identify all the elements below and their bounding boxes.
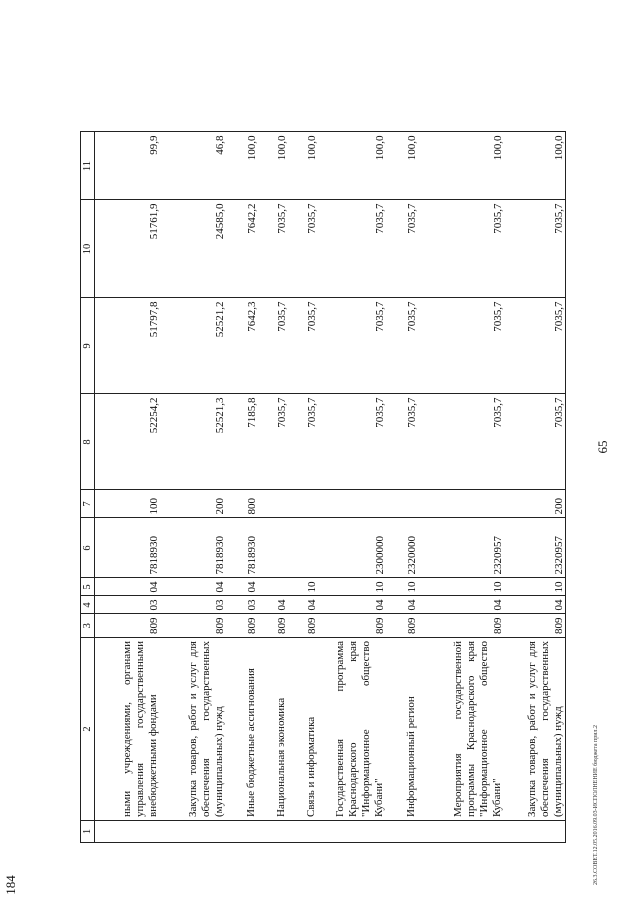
cell-c5: 10 — [386, 578, 418, 596]
cell-c3: 809 — [226, 614, 258, 638]
table-row — [386, 132, 418, 843]
cell-c6: 7818930 — [226, 518, 258, 578]
cell-name: Иные бюджетные ассигнования — [226, 638, 258, 821]
cell-c3: 809 — [258, 614, 288, 638]
col-header-11: 11 — [81, 132, 95, 200]
cell-c5: 10 — [288, 578, 318, 596]
cell-c6: 7818930 — [95, 518, 160, 578]
cell-name: Национальная экономика — [258, 638, 288, 821]
header-row — [81, 132, 95, 843]
cell-c3: 809 — [386, 614, 418, 638]
table-row — [418, 132, 504, 843]
cell-c9: 7035,7 — [288, 298, 318, 394]
cell-c4: 04 — [418, 596, 504, 614]
cell-c6: 2320000 — [386, 518, 418, 578]
cell-c7 — [288, 490, 318, 518]
cell-col1 — [226, 821, 258, 843]
cell-c10: 7035,7 — [504, 200, 566, 298]
cell-name: Информационный регион — [386, 638, 418, 821]
cell-c9: 7035,7 — [318, 298, 386, 394]
cell-col1 — [504, 821, 566, 843]
cell-c4: 04 — [288, 596, 318, 614]
cell-name: Закупка товаров, работ и услуг для обеспечения государственных (муниципальных) нужд — [504, 638, 566, 821]
cell-c6: 2320957 — [418, 518, 504, 578]
cell-c10: 24585,0 — [160, 200, 226, 298]
col-header-5: 5 — [81, 578, 95, 596]
table-row — [318, 132, 386, 843]
cell-c7: 100 — [95, 490, 160, 518]
cell-c11: 100,0 — [504, 132, 566, 200]
table-row — [95, 132, 160, 843]
table-row — [226, 132, 258, 843]
cell-c7 — [386, 490, 418, 518]
cell-name: Мероприятия государственной программы Краснодарского края "Информационное общество Кубани" — [418, 638, 504, 821]
cell-c8: 7035,7 — [258, 394, 288, 490]
footer-file-path: 26.3.СОВЕТ.12.05.2016.09.03-ИСПОЛНЕНИЕ бюджета прил.2 — [593, 725, 599, 885]
cell-c4: 04 — [318, 596, 386, 614]
cell-c3: 809 — [288, 614, 318, 638]
col-header-3: 3 — [81, 614, 95, 638]
cell-c8: 7185,8 — [226, 394, 258, 490]
cell-c7: 200 — [504, 490, 566, 518]
cell-c9: 52521,2 — [160, 298, 226, 394]
cell-col1 — [160, 821, 226, 843]
cell-c7 — [258, 490, 288, 518]
cell-c6: 2300000 — [318, 518, 386, 578]
cell-c10: 7035,7 — [386, 200, 418, 298]
cell-c6 — [258, 518, 288, 578]
cell-c7 — [318, 490, 386, 518]
cell-c5: 04 — [160, 578, 226, 596]
cell-c10: 7035,7 — [258, 200, 288, 298]
cell-c10: 7035,7 — [318, 200, 386, 298]
cell-c9: 7035,7 — [418, 298, 504, 394]
cell-c7: 200 — [160, 490, 226, 518]
cell-c10: 7035,7 — [288, 200, 318, 298]
cell-name: Государственная программа Краснодарского края "Информационное общество Кубани" — [318, 638, 386, 821]
cell-name: ными учреждениями, органами управления государственными внебюджетными фондами — [95, 638, 160, 821]
cell-name: Связь и информатика — [288, 638, 318, 821]
cell-c5 — [258, 578, 288, 596]
cell-col1 — [288, 821, 318, 843]
col-header-1: 1 — [81, 821, 95, 843]
page-number: 65 — [595, 440, 610, 454]
cell-c11: 100,0 — [386, 132, 418, 200]
cell-c4: 04 — [386, 596, 418, 614]
col-header-6: 6 — [81, 518, 95, 578]
cell-c10: 7642,2 — [226, 200, 258, 298]
cell-c11: 100,0 — [258, 132, 288, 200]
cell-c5: 10 — [418, 578, 504, 596]
cell-c4: 04 — [258, 596, 288, 614]
table-row — [258, 132, 288, 843]
cell-c11: 99,9 — [95, 132, 160, 200]
cell-c8: 52254,2 — [95, 394, 160, 490]
cell-c11: 46,8 — [160, 132, 226, 200]
cell-col1 — [258, 821, 288, 843]
cell-c4: 03 — [160, 596, 226, 614]
cell-c3: 809 — [504, 614, 566, 638]
cell-c9: 51797,8 — [95, 298, 160, 394]
cell-c8: 7035,7 — [288, 394, 318, 490]
col-header-4: 4 — [81, 596, 95, 614]
cell-c6 — [288, 518, 318, 578]
cell-c8: 7035,7 — [318, 394, 386, 490]
cell-col1 — [318, 821, 386, 843]
cell-c11: 100,0 — [226, 132, 258, 200]
cell-c3: 809 — [418, 614, 504, 638]
cell-c9: 7642,3 — [226, 298, 258, 394]
cell-c11: 100,0 — [418, 132, 504, 200]
cell-c4: 03 — [95, 596, 160, 614]
cell-c6: 7818930 — [160, 518, 226, 578]
table-row — [160, 132, 226, 843]
cell-c9: 7035,7 — [504, 298, 566, 394]
budget-table — [80, 132, 566, 844]
cell-col1 — [418, 821, 504, 843]
cell-c8: 7035,7 — [504, 394, 566, 490]
table-row — [288, 132, 318, 843]
cell-c3: 809 — [95, 614, 160, 638]
cell-c4: 04 — [504, 596, 566, 614]
cell-c9: 7035,7 — [386, 298, 418, 394]
cell-c5: 04 — [95, 578, 160, 596]
cell-col1 — [386, 821, 418, 843]
cell-c8: 7035,7 — [418, 394, 504, 490]
cell-c5: 10 — [504, 578, 566, 596]
table-row — [504, 132, 566, 843]
cell-c3: 809 — [318, 614, 386, 638]
cell-c11: 100,0 — [318, 132, 386, 200]
col-header-9: 9 — [81, 298, 95, 394]
cell-c10: 7035,7 — [418, 200, 504, 298]
cell-c4: 03 — [226, 596, 258, 614]
cell-c11: 100,0 — [288, 132, 318, 200]
cell-c8: 52521,3 — [160, 394, 226, 490]
col-header-7: 7 — [81, 490, 95, 518]
cell-c7: 800 — [226, 490, 258, 518]
col-header-2: 2 — [81, 638, 95, 821]
col-header-10: 10 — [81, 200, 95, 298]
cell-col1 — [95, 821, 160, 843]
col-header-8: 8 — [81, 394, 95, 490]
cell-c7 — [418, 490, 504, 518]
cell-c5: 10 — [318, 578, 386, 596]
cell-c3: 809 — [160, 614, 226, 638]
cell-name: Закупка товаров, работ и услуг для обеспечения государственных (муниципальных) нужд — [160, 638, 226, 821]
cell-c10: 51761,9 — [95, 200, 160, 298]
cell-c8: 7035,7 — [386, 394, 418, 490]
side-page-number: 184 — [3, 875, 18, 895]
cell-c9: 7035,7 — [258, 298, 288, 394]
cell-c5: 04 — [226, 578, 258, 596]
cell-c6: 2320957 — [504, 518, 566, 578]
